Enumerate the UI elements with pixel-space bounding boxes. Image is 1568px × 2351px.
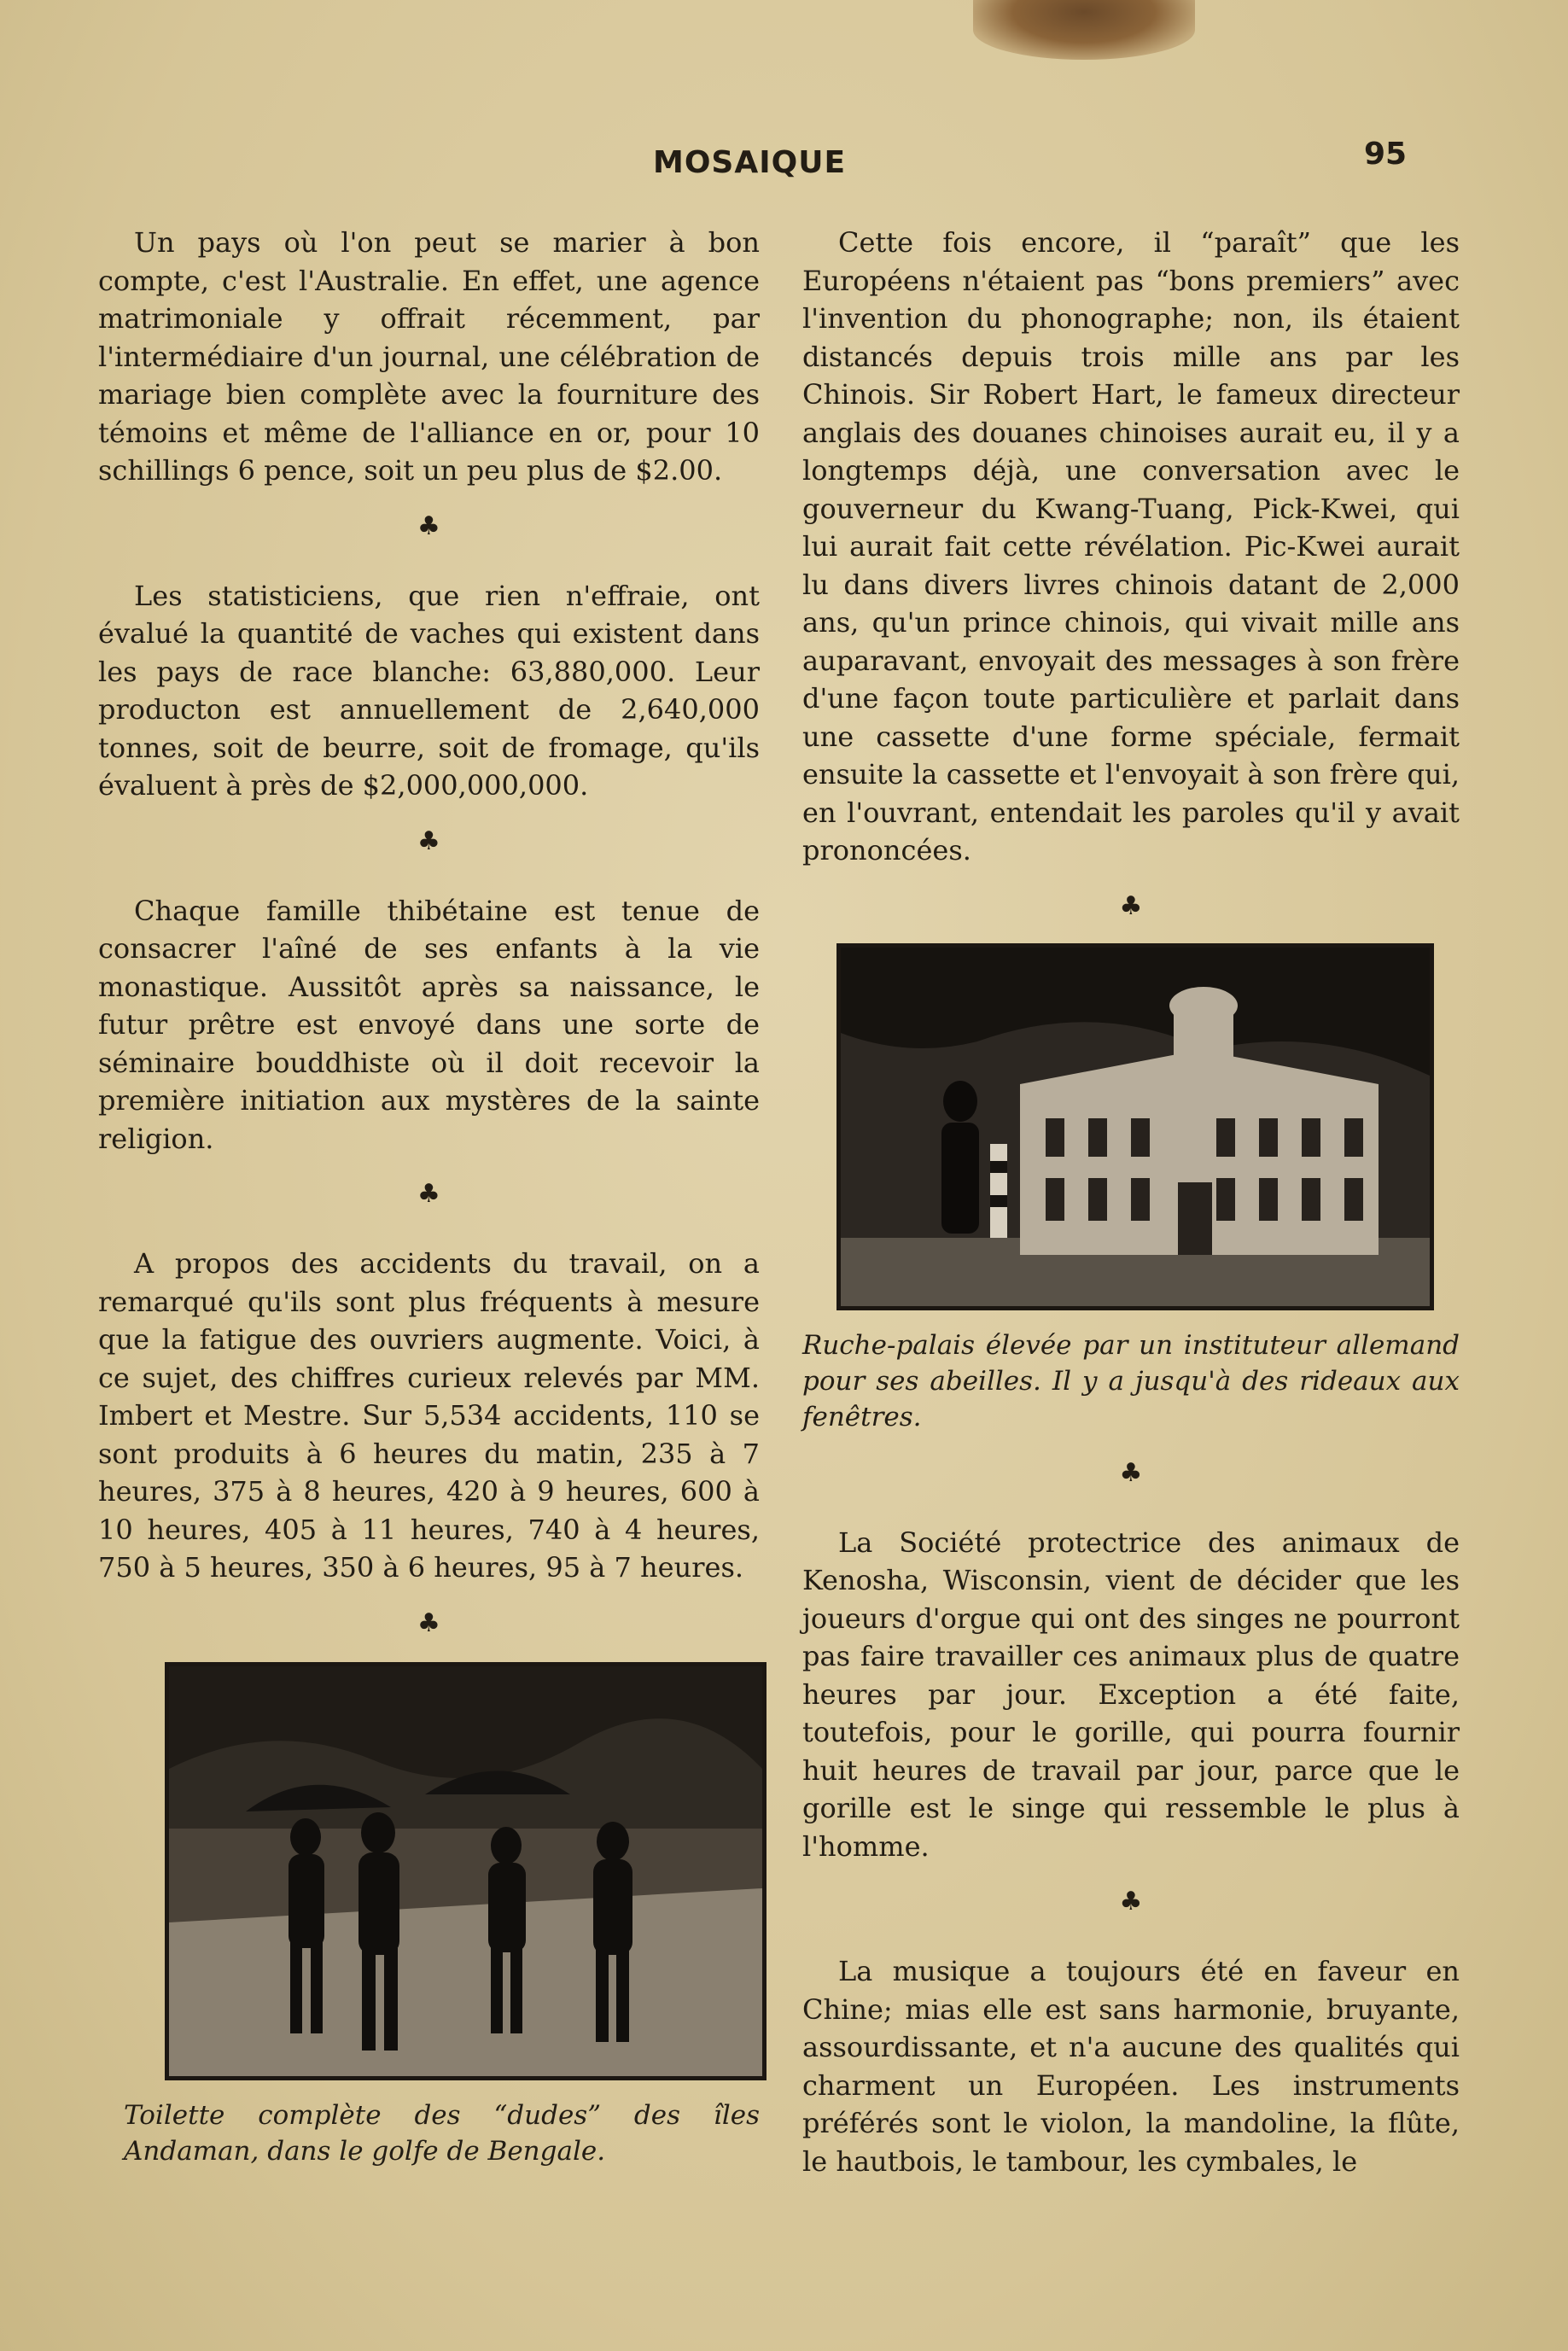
andaman-photo-caption: Toilette complète des “dudes” des îles Andaman, dans le golfe de Bengale. [124, 2099, 760, 2167]
page-number: 95 [1364, 137, 1408, 172]
page-header [0, 137, 1568, 188]
club-ornament-icon: ♣ [1119, 1457, 1143, 1488]
beehive-palace-illustration [841, 948, 1430, 1306]
beehive-photo-caption: Ruche-palais élevée par un instituteur allemand pour ses abeilles. Il y a jusqu'à des rideaux aux fenêtres. [802, 1329, 1460, 1432]
paragraph-kenosha-monkeys: La Société protectrice des animaux de Kenosha, Wisconsin, vient de décider que les joueurs d'orgue qui ont des singes ne pourront pas faire travailler ces animaux plus de quatre heures par jour. Exception a été faite, toutefois, pour le gorille, qui pourra fournir huit heures de travail par jour, parce que le gorille est le singe qui ressemble le plus à l'homme. [802, 1526, 1460, 1863]
paper-stain [973, 0, 1195, 60]
paragraph-phonograph-china: Cette fois encore, il “paraît” que les Européens n'étaient pas “bons premiers” avec l'invention du phonographe; non, ils étaient distancés depuis trois mille ans par les Chinois. Sir Robert Hart, le fameux directeur anglais des douanes chinoises aurait eu, il y a longtemps déjà, une conversation avec le gouverneur du Kwang-Tuang, Pick-Kwei, qui lui aurait fait cette révélation. Pic-Kwei aurait lu dans divers livres chinois datant de 2,000 ans, qu'un prince chinois, qui vivait mille ans auparavant, envoyait des messages à son frère d'une façon toute particulière et parlait dans une cassette d'une forme spéciale, fermait ensuite la cassette et l'envoyait à son frère qui, en l'ouvrant, entendait les paroles qu'il y avait prononcées. [802, 226, 1460, 866]
club-ornament-icon: ♣ [417, 510, 440, 541]
club-ornament-icon: ♣ [417, 825, 440, 856]
club-ornament-icon: ♣ [417, 1179, 440, 1209]
andaman-photo [165, 1662, 767, 2080]
running-title: MOSAIQUE [653, 145, 847, 180]
andaman-people-illustration [169, 1666, 762, 2076]
left-column [98, 224, 760, 2169]
paragraph-australia-marriage: Un pays où l'on peut se marier à bon compte, c'est l'Australie. En effet, une agence matrimoniale y offrait récemment, par l'intermédiaire d'un journal, une célébration de mariage bien complète avec la fourniture des témoins et même de l'alliance en or, pour 10 schillings 6 pence, soit un peu plus de $2.00. [98, 226, 760, 487]
club-ornament-icon: ♣ [1119, 890, 1143, 921]
club-ornament-icon: ♣ [1119, 1887, 1143, 1916]
right-column [802, 224, 1460, 2180]
club-ornament-icon: ♣ [417, 1607, 440, 1638]
paragraph-tibetan-families: Chaque famille thibétaine est tenue de consacrer l'aîné de ses enfants à la vie monastique. Aussitôt après sa naissance, le futur prêtre est envoyé dans une sorte de séminaire bouddhiste où il doit recevoir la première initiation aux mystères de la sainte religion. [98, 894, 760, 1155]
beehive-palace-photo [836, 943, 1434, 1310]
paragraph-work-accidents: A propos des accidents du travail, on a remarqué qu'ils sont plus fréquents à mesure que la fatigue des ouvriers augmente. Voici, à ce sujet, des chiffres curieux relevés par MM. Imbert et Mestre. Sur 5,534 accidents, 110 se sont produits à 6 heures du matin, 235 à 7 heures, 375 à 8 heures, 420 à 9 heures, 600 à 10 heures, 405 à 11 heures, 740 à 4 heures, 750 à 5 heures, 350 à 6 heures, 95 à 7 heures. [98, 1247, 760, 1584]
paragraph-chinese-music: La musique a toujours été en faveur en Chine; mias elle est sans harmonie, bruyante, assourdissante, et n'a aucune des qualités qui charment un Européen. Les instruments préférés sont le violon, la mandoline, la flûte, le hautbois, le tambour, les cymbales, le [802, 1955, 1460, 2178]
paragraph-cows-statistics: Les statisticiens, que rien n'effraie, ont évalué la quantité de vaches qui existent dans les pays de race blanche: 63,880,000. Leur producton est annuellement de 2,640,000 tonnes, soit de beurre, soit de fromage, qu'ils évaluent à près de $2,000,000,000. [98, 579, 760, 802]
